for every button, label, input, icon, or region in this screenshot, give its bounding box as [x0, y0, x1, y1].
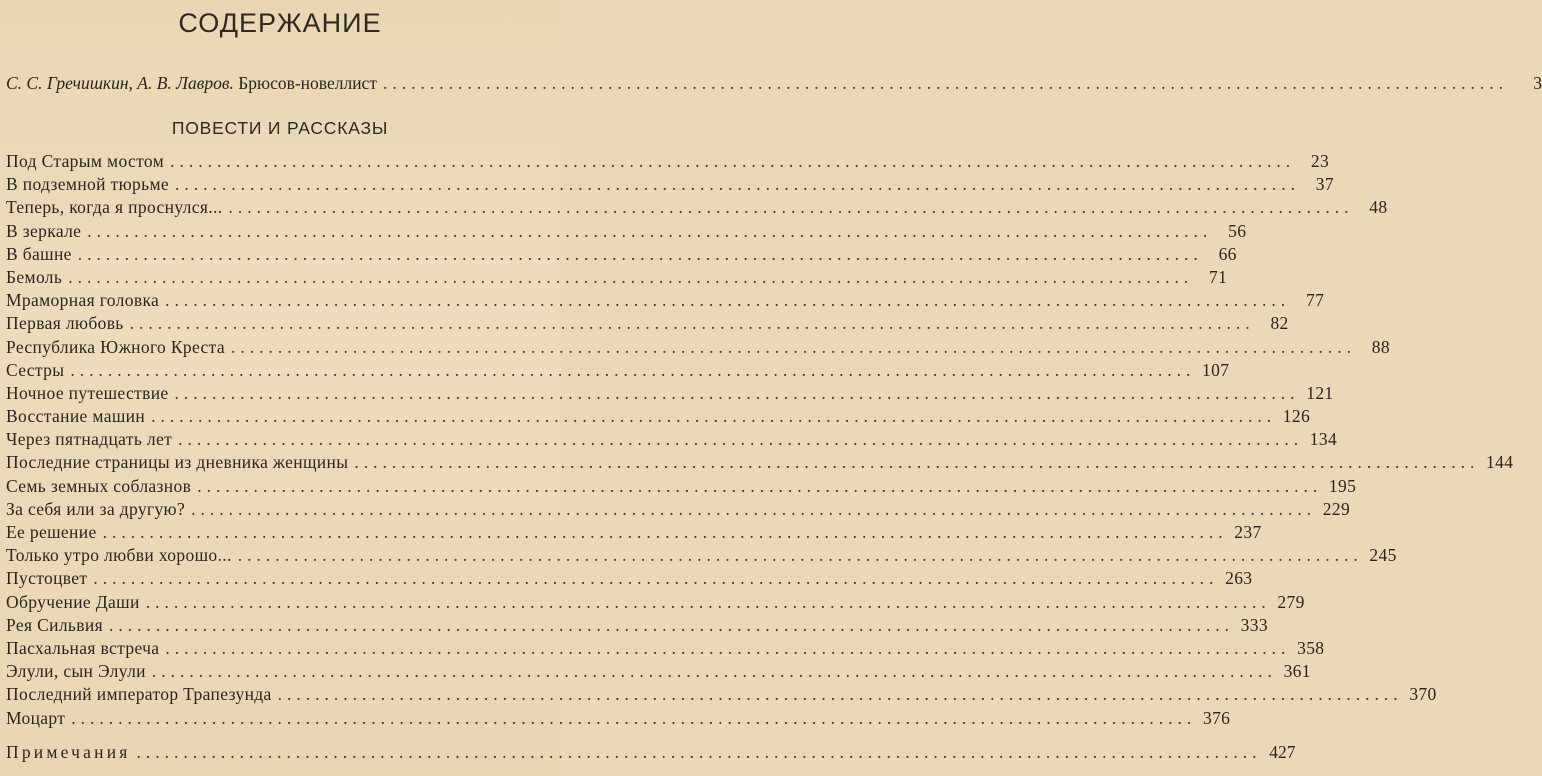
toc-entry-page-number: 333: [1240, 614, 1268, 635]
dot-leader: ........................................................................................................................: [178, 429, 1304, 450]
toc-entry[interactable]: [6, 359, 1230, 383]
dot-leader: ........................................................................................................................: [191, 498, 1317, 519]
toc-entry[interactable]: [6, 174, 1334, 197]
toc-entry-title: Ночное путешествие: [6, 382, 169, 403]
toc-entry[interactable]: [6, 406, 1311, 429]
toc-entry-page-number: 82: [1270, 313, 1289, 334]
toc-entry-page-number: 23: [1310, 151, 1330, 171]
toc-entry-title: В подземной тюрьме: [6, 174, 169, 195]
toc-entry-title: Рея Сильвия: [6, 614, 103, 635]
toc-entry[interactable]: [6, 290, 1325, 313]
toc-entry-title: Мраморная головка: [6, 290, 160, 311]
toc-entry[interactable]: [6, 522, 1262, 545]
toc-entry-title: За себя или за другую?: [6, 498, 186, 519]
dot-leader: ........................................................................................................................: [93, 568, 1219, 589]
toc-entry-introduction[interactable]: [6, 73, 1542, 97]
notes-title: Примечания: [6, 742, 131, 762]
toc-list: [6, 151, 1514, 731]
toc-entry[interactable]: [6, 452, 1514, 475]
toc-entry-title: Республика Южного Креста: [6, 336, 225, 357]
toc-entry-page-number: 77: [1305, 290, 1325, 311]
dot-leader: ........................................................................................................................: [231, 336, 1356, 357]
toc-entry-page-number: 361: [1283, 661, 1311, 682]
toc-entry-title: Последний император Трапезунда: [6, 684, 272, 705]
dot-leader: ........................................................................................................................: [151, 406, 1277, 427]
toc-entry-page-number: 71: [1209, 266, 1228, 287]
toc-entry-title: Через пятнадцать лет: [6, 429, 173, 450]
dot-leader: ........................................................................................................................: [77, 243, 1203, 264]
page-title: СОДЕРЖАНИЕ: [178, 8, 382, 38]
toc-entry-page-number: 263: [1225, 568, 1253, 589]
toc-entry-page-number: 245: [1369, 545, 1397, 566]
toc-entry-page-number: 376: [1202, 707, 1231, 728]
toc-entry-title: В башне: [6, 243, 72, 264]
toc-entry-title: Обручение Даши: [6, 591, 140, 612]
toc-entry[interactable]: [6, 661, 1311, 684]
intro-page-number: 3: [1533, 73, 1542, 93]
dot-leader: ........................................................................................................................: [174, 174, 1300, 195]
toc-entry[interactable]: [6, 382, 1334, 406]
toc-entry-page-number: 195: [1328, 475, 1357, 496]
toc-entry-page-number: 237: [1234, 522, 1262, 542]
dot-leader: ........................................................................................................................: [197, 475, 1323, 496]
toc-entry-title: Семь земных соблазнов: [6, 475, 192, 496]
toc-entry[interactable]: [6, 429, 1338, 452]
dot-leader: ........................................................................................................................: [129, 313, 1255, 334]
toc-entry-page-number: 144: [1486, 452, 1514, 473]
toc-entry-title: Теперь, когда я проснулся...: [6, 197, 223, 218]
notes-page-number: 427: [1269, 742, 1296, 762]
dot-leader: ........................................................................................................................: [71, 707, 1197, 728]
toc-entry-title: В зеркале: [6, 220, 82, 241]
toc-entry-title: Первая любовь: [6, 313, 124, 334]
toc-entry-title: Сестры: [6, 359, 65, 380]
dot-leader: ........................................................................................................................: [108, 614, 1234, 635]
toc-entry-page-number: 229: [1322, 498, 1351, 519]
toc-entry-page-number: 48: [1369, 197, 1388, 218]
toc-entry[interactable]: [6, 336, 1390, 360]
dot-leader: ........................................................................................................................: [151, 661, 1277, 682]
dot-leader: ........................................................................................................................: [68, 266, 1194, 287]
toc-entry-page-number: 37: [1315, 174, 1334, 195]
dot-leader: ........................................................................................................................: [382, 73, 1508, 93]
toc-entry[interactable]: [6, 197, 1388, 220]
dot-leader: ........................................................................................................................: [165, 290, 1291, 311]
toc-entry[interactable]: [6, 684, 1437, 707]
dot-leader: ........................................................................................................................: [228, 197, 1354, 218]
dot-leader: ........................................................................................................................: [165, 637, 1291, 658]
toc-entry[interactable]: [6, 707, 1231, 731]
toc-entry-title: Последние страницы из дневника женщины: [6, 452, 349, 473]
toc-entry-page-number: 370: [1409, 684, 1437, 705]
toc-entry[interactable]: [6, 591, 1305, 615]
dot-leader: ........................................................................................................................: [102, 522, 1228, 542]
toc-entry[interactable]: [6, 568, 1253, 591]
toc-entry-title: Бемоль: [6, 266, 63, 287]
section-heading: ПОВЕСТИ И РАССКАЗЫ: [171, 118, 389, 138]
dot-leader: ........................................................................................................................: [170, 151, 1296, 171]
toc-entry[interactable]: [6, 266, 1228, 290]
toc-entry-title: Ее решение: [6, 522, 97, 542]
dot-leader: ........................................................................................................................: [70, 359, 1196, 380]
intro-authors: С. С. Гречишкин, А. В. Лавров.: [6, 73, 234, 93]
toc-entry-page-number: 279: [1277, 591, 1305, 612]
toc-entry[interactable]: [6, 243, 1237, 267]
toc-entry-title: Восстание машин: [6, 406, 146, 427]
toc-entry[interactable]: [6, 498, 1351, 522]
toc-entry[interactable]: [6, 545, 1397, 568]
dot-leader: ........................................................................................................................: [354, 452, 1480, 473]
toc-entry-page-number: 88: [1371, 336, 1390, 357]
toc-entry[interactable]: [6, 313, 1289, 336]
toc-entry-page-number: 66: [1218, 243, 1237, 264]
toc-entry[interactable]: [6, 637, 1325, 661]
toc-entry-title: Элули, сын Элули: [6, 661, 146, 682]
dot-leader: ........................................................................................................................: [145, 591, 1271, 612]
toc-entry[interactable]: [6, 220, 1247, 244]
toc-entry-title: Под Старым мостом: [6, 151, 165, 171]
toc-entry-page-number: 121: [1306, 382, 1334, 403]
dot-leader: ........................................................................................................................: [237, 545, 1363, 566]
toc-entry-notes[interactable]: [6, 742, 1296, 766]
toc-entry-title: Только утро любви хорошо...: [6, 545, 232, 566]
toc-entry-page-number: 56: [1228, 220, 1247, 241]
toc-entry-page-number: 126: [1282, 406, 1311, 427]
toc-entry-title: Моцарт: [6, 707, 66, 728]
toc-entry-page-number: 107: [1202, 359, 1230, 380]
toc-entry-page-number: 134: [1309, 429, 1338, 450]
intro-work-title: Брюсов-новеллист: [238, 73, 377, 93]
toc-entry-title: Пустоцвет: [6, 568, 88, 589]
dot-leader: ........................................................................................................................: [277, 684, 1403, 705]
toc-entry-title: Пасхальная встреча: [6, 637, 160, 658]
toc-entry[interactable]: [6, 475, 1357, 499]
toc-entry[interactable]: [6, 151, 1330, 174]
dot-leader: ........................................................................................................................: [136, 742, 1262, 762]
toc-entry-page-number: 358: [1297, 637, 1325, 658]
dot-leader: ........................................................................................................................: [174, 382, 1300, 403]
toc-entry[interactable]: [6, 614, 1268, 638]
dot-leader: ........................................................................................................................: [87, 220, 1213, 241]
